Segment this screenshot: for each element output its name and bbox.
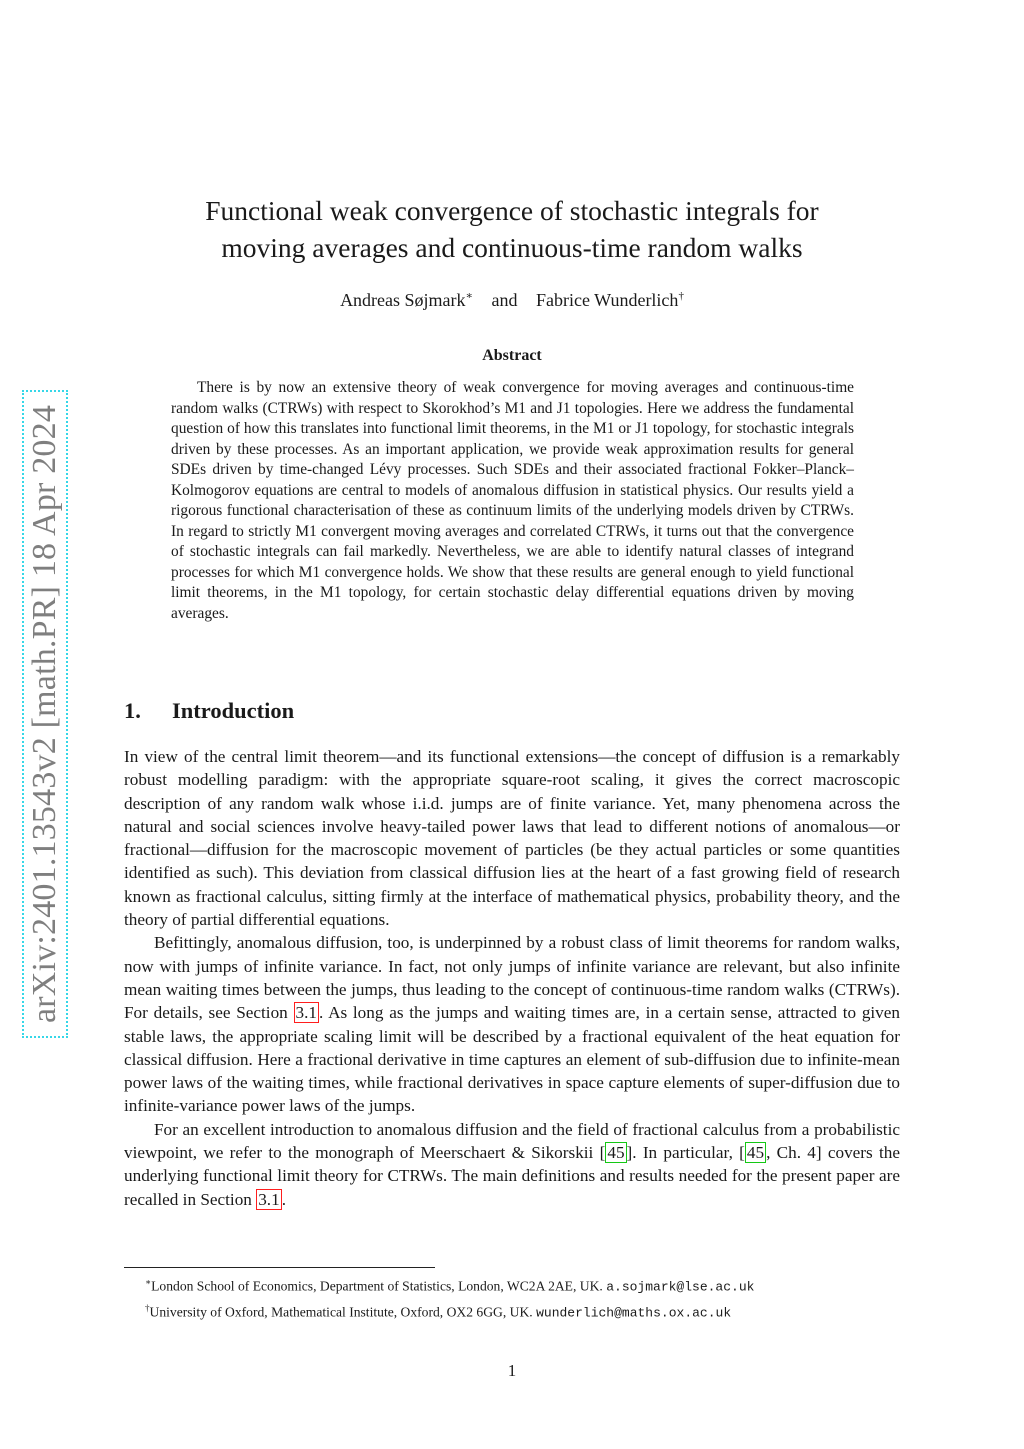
paragraph-3-text-d: . <box>281 1189 286 1209</box>
author-footnote-mark-2[interactable]: † <box>678 290 684 302</box>
footnotes <box>145 1272 754 1323</box>
section-heading-introduction <box>124 698 294 724</box>
title-line-2: moving averages and continuous-time random walks <box>221 232 803 263</box>
footnote-2-text: University of Oxford, Mathematical Institute, Oxford, OX2 6GG, UK. <box>149 1304 537 1320</box>
paragraph-2-text-b: . As long as the jumps and waiting times are, in a certain sense, attracted to given stable laws, the appropriate scaling limit will be described by a fractional equivalent of the heat equation for classical diffusion. Here a fractional derivative in time captures an element of sub-diffusion due to infinite-mean power laws of the waiting times, while fractional derivatives in space capture elements of super-diffusion due to infinite-variance power laws of the jumps. <box>124 1003 900 1116</box>
author-list <box>124 289 900 311</box>
footnote-1-mark: ∗ <box>145 1277 152 1287</box>
page-number: 1 <box>507 1361 517 1380</box>
author-footnote-mark-1[interactable]: ∗ <box>465 290 474 302</box>
paragraph-3-text-c: , Ch. 4] covers the underlying functional limit theory for CTRWs. The main definitions and results needed for the present paper are recalled in Section <box>124 1143 900 1209</box>
paragraph-2-text-a: Befittingly, anomalous diffusion, too, is underpinned by a robust class of limit theorems for random walks, now with jumps of infinite variance. In fact, not only jumps of infinite variance are relevant, but also infinite mean waiting times between the jumps, thus leading to the concept of continuous-time random walks (CTRWs). For details, see Section <box>124 933 900 1023</box>
paragraph-1: In view of the central limit theorem—and its functional extensions—the concept of diffusion is a remarkably robust modelling paradigm: with the appropriate square-root scaling, it gives the correct macroscopic description of any random walk whose i.i.d. jumps are of finite variance. Yet, many phenomena across the natural and social sciences involve heavy-tailed power laws that lead to different notions of anomalous—or fractional—diffusion for the macroscopic movement of particles (be they actual particles or some quantities identified as such). This deviation from classical diffusion lies at the heart of a fast growing field of research known as fractional calculus, sitting firmly at the interface of mathematical physics, probability theory, and the theory of partial differential equations. <box>124 747 900 930</box>
paragraph-3-text-b: ]. In particular, [ <box>626 1143 745 1163</box>
paragraph-2 <box>124 931 900 1117</box>
footnote-2-mark: † <box>145 1302 150 1313</box>
title-line-1: Functional weak convergence of stochastic integrals for <box>205 195 819 226</box>
footnote-1-text: London School of Economics, Department of Statistics, London, WC2A 2AE, UK. <box>151 1278 607 1294</box>
author-name-2: Fabrice Wunderlich <box>536 290 679 310</box>
paragraph-3-text-a: For an excellent introduction to anomalous diffusion and the field of fractional calculus from a probabilistic viewpoint, we refer to the monograph of Meerschaert & Sikorskii [ <box>124 1119 900 1163</box>
arxiv-identifier-text: arXiv:2401.13543v2 [math.PR] 18 Apr 2024 <box>26 404 63 1024</box>
abstract-heading: Abstract <box>482 347 542 364</box>
paper-title <box>124 192 900 266</box>
section-ref-link[interactable]: 3.1 <box>295 1003 317 1023</box>
footnote-divider <box>124 1267 435 1268</box>
footnote-1-email: a.sojmark@lse.ac.uk <box>606 1279 755 1295</box>
paragraph-3 <box>124 1118 900 1211</box>
section-number: 1. <box>124 698 141 723</box>
footnote-2-email: wunderlich@maths.ox.ac.uk <box>536 1305 732 1321</box>
citation-link[interactable]: 45 <box>607 1143 625 1163</box>
citation-link[interactable]: 45 <box>746 1143 765 1163</box>
author-conjunction: and <box>491 290 518 310</box>
footnote-2 <box>145 1298 754 1324</box>
section-title: Introduction <box>172 698 295 723</box>
abstract-text: There is by now an extensive theory of weak convergence for moving averages and continuous-time random walks (CTRWs) with respect to Skorokhod’s M1 and J1 topologies. Here we address the fundamental question of how this translates into functional limit theorems, in the M1 or J1 topology, for stochastic integrals driven by these processes. As an important application, we provide weak approximation results for general SDEs driven by time-changed Lévy processes. Such SDEs and their associated fractional Fokker–Planck–Kolmogorov equations are central to models of anomalous diffusion in statistical physics. Our results yield a rigorous functional characterisation of these as continuum limits of the underlying models driven by CTRWs. In regard to strictly M1 convergent moving averages and correlated CTRWs, it turns out that the convergence of stochastic integrals can fail markedly. Nevertheless, we are able to identify natural classes of integrand processes for which M1 convergence holds. We show that these results are general enough to yield functional limit theorems, in the M1 topology, for certain stochastic delay differential equations driven by moving averages. <box>171 379 854 622</box>
introduction-body <box>124 745 900 1211</box>
footnote-1 <box>145 1272 754 1298</box>
arxiv-identifier-stamp[interactable] <box>22 390 68 1038</box>
author-name-1: Andreas Søjmark <box>340 290 466 310</box>
section-ref-link[interactable]: 3.1 <box>258 1189 280 1209</box>
